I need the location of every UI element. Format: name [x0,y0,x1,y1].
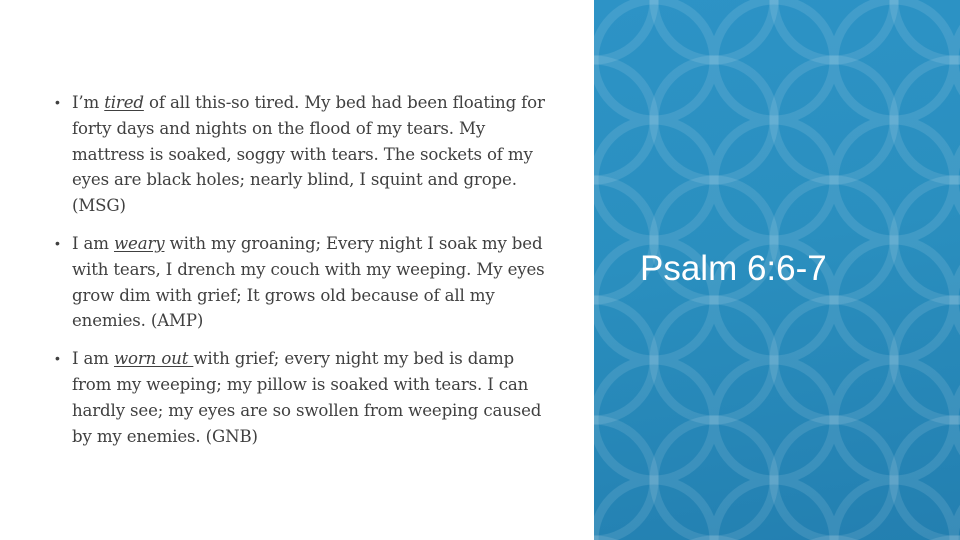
bullet-item-amp [55,231,555,334]
bullet-text-before: I’m [72,93,105,112]
text-panel [55,90,555,461]
bullet-item-msg [55,90,555,219]
bullet-text-after: with my groaning; Every night I soak my bed with tears, I drench my couch with my weeping. My eyes grow dim with grief; It grows old because of all my enemies. (AMP) [72,233,545,331]
bullet-text-after: of all this-so tired. My bed had been floating for forty days and nights on the flood of my tears. My mattress is soaked, soggy with tears. The sockets of my eyes are black holes; nearly blind, I squint and grope. (MSG) [72,93,545,216]
title-panel [594,0,960,540]
slide-title: Psalm 6:6-7 [640,249,827,288]
bullet-text-before: I am [72,233,114,253]
bullet-item-gnb [55,346,555,449]
emphasized-word: tired [104,93,144,112]
bullet-icon: • [55,234,60,251]
bullet-text-after: with grief; every night my bed is damp from my weeping; my pillow is soaked with tears. I can hardly see; my eyes are so swollen from weeping caused by my enemies. (GNB) [72,349,542,446]
emphasized-word: worn out [113,349,194,369]
bullet-icon: • [55,350,60,367]
bullet-list [55,90,555,449]
bullet-text-before: I am [72,349,114,369]
emphasized-word: weary [113,233,165,253]
bullet-icon: • [55,94,60,110]
